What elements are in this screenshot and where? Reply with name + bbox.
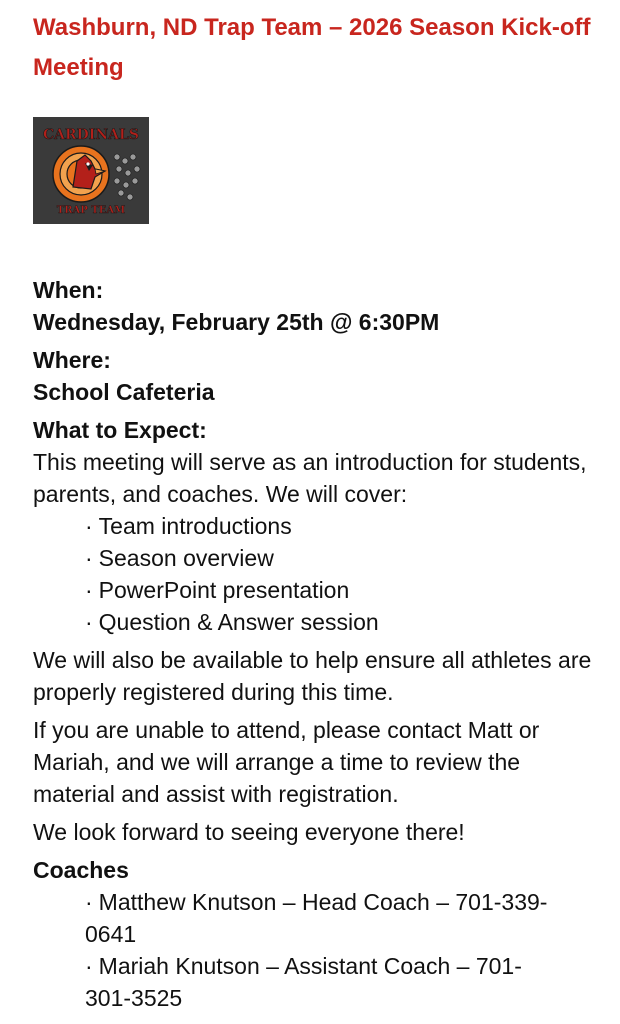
closing-paragraph: We look forward to seeing everyone there! — [33, 819, 465, 845]
where-label: Where: — [33, 347, 111, 373]
expect-label: What to Expect: — [33, 417, 207, 443]
when-label: When: — [33, 277, 104, 303]
cardinals-logo-icon — [33, 117, 149, 224]
list-item: · Mariah Knutson – Assistant Coach – 701-301-3525 — [85, 950, 555, 1014]
list-item: · PowerPoint presentation — [85, 574, 603, 606]
announcement-body — [33, 274, 603, 1014]
when-value: Wednesday, February 25th @ 6:30PM — [33, 309, 440, 335]
unable-to-attend-paragraph: If you are unable to attend, please contact Matt or Mariah, and we will arrange a time to review the material and assist with registration. — [33, 717, 540, 807]
list-item: · Matthew Knutson – Head Coach – 701-339-0641 — [85, 886, 555, 950]
list-item: · Season overview — [85, 542, 603, 574]
list-item: · Team introductions — [85, 510, 603, 542]
where-value: School Cafeteria — [33, 379, 215, 405]
list-item: · Question & Answer session — [85, 606, 603, 638]
team-logo — [33, 117, 149, 224]
coaches-label: Coaches — [33, 857, 129, 883]
logo-top-text: CARDINALS — [43, 127, 139, 143]
registration-paragraph: We will also be available to help ensure all athletes are properly registered during this time. — [33, 647, 592, 705]
logo-bottom-text: TRAP TEAM — [56, 205, 126, 216]
page-title: Washburn, ND Trap Team – 2026 Season Kick-off Meeting — [33, 14, 591, 81]
agenda-list — [33, 510, 603, 638]
coaches-list — [33, 886, 555, 1014]
expect-intro: This meeting will serve as an introduction for students, parents, and coaches. We will cover: — [33, 449, 587, 507]
